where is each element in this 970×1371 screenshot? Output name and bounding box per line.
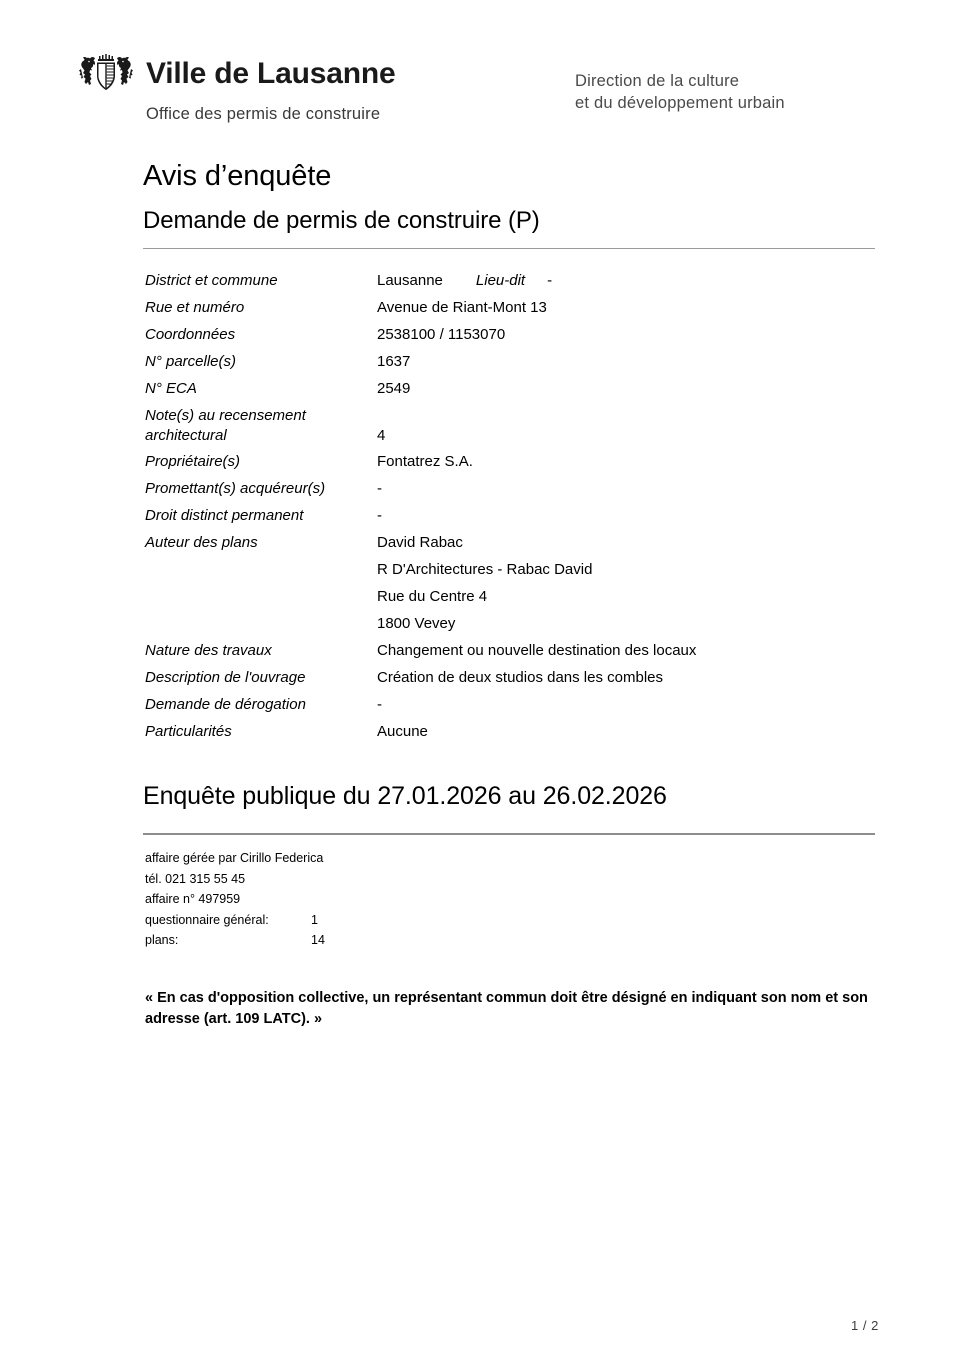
row-value: Fontatrez S.A.: [377, 453, 473, 470]
author-address-line: 1800 Vevey: [377, 615, 456, 632]
questionnaire-row: [145, 910, 325, 931]
row-label: Coordonnées: [145, 326, 236, 343]
row-value: -: [377, 507, 382, 524]
table-row: [145, 533, 905, 560]
label-spacer: [145, 614, 377, 641]
page-number: 1 / 2: [851, 1318, 879, 1333]
row-label-line-1: Note(s) au recensement: [145, 407, 306, 424]
row-value: Aucune: [377, 723, 428, 740]
brand-row: [78, 52, 395, 96]
lausanne-coat-of-arms-icon: [78, 52, 134, 96]
table-row: [145, 406, 905, 452]
lieu-dit-value: -: [547, 272, 553, 289]
table-row-continuation: [145, 560, 905, 587]
table-row: [145, 668, 905, 695]
author-address-line: R D'Architectures - Rabac David: [377, 561, 593, 578]
row-label: Promettant(s) acquéreur(s): [145, 480, 326, 497]
divider-bottom: [143, 833, 875, 835]
table-row: [145, 506, 905, 533]
table-row: [145, 271, 905, 298]
phone-line: tél. 021 315 55 45: [145, 871, 246, 886]
divider-top: [143, 248, 875, 249]
table-row: [145, 298, 905, 325]
page-subtitle: Demande de permis de construire (P): [143, 207, 540, 234]
table-row-continuation: [145, 587, 905, 614]
row-label-line-2: architectural: [145, 427, 227, 444]
brand-subtitle: Office des permis de construire: [146, 105, 381, 123]
row-value: 1637: [377, 353, 411, 370]
department-block: [575, 70, 785, 115]
row-label: Droit distinct permanent: [145, 507, 304, 524]
row-value: 2549: [377, 380, 411, 397]
table-row-continuation: [145, 614, 905, 641]
row-label: Rue et numéro: [145, 299, 245, 316]
row-label: N° ECA: [145, 380, 197, 397]
district-value: Lausanne: [377, 272, 443, 289]
row-value: [377, 271, 905, 291]
row-value: -: [377, 480, 382, 497]
questionnaire-value: 1: [311, 912, 318, 927]
enquiry-period-heading: Enquête publique du 27.01.2026 au 26.02.2026: [143, 782, 667, 810]
label-spacer: [145, 587, 377, 614]
page-title: Avis d’enquête: [143, 160, 332, 192]
table-row: [145, 722, 905, 749]
table-row: [145, 641, 905, 668]
row-value: 4: [377, 427, 386, 444]
brand-title: Ville de Lausanne: [146, 57, 396, 90]
lieu-dit-label: Lieu-dit: [475, 272, 526, 289]
row-label: Auteur des plans: [145, 534, 258, 551]
author-address-line: Rue du Centre 4: [377, 588, 488, 605]
row-label: Particularités: [145, 723, 232, 740]
questionnaire-label: questionnaire général:: [145, 912, 269, 927]
department-line-1: Direction de la culture: [575, 72, 740, 90]
row-label: [145, 406, 377, 446]
row-label: Demande de dérogation: [145, 696, 306, 713]
row-value: David Rabac: [377, 534, 463, 551]
plans-label: plans:: [145, 933, 179, 947]
case-meta-block: [145, 848, 325, 951]
case-number-line: affaire n° 497959: [145, 892, 241, 906]
department-line-2: et du développement urbain: [575, 94, 785, 113]
row-label: Propriétaire(s): [145, 453, 241, 470]
row-value: Changement ou nouvelle destination des locaux: [377, 642, 697, 659]
row-value: -: [377, 696, 382, 713]
row-label: Description de l'ouvrage: [145, 669, 306, 686]
row-label: Nature des travaux: [145, 642, 272, 659]
table-row: [145, 479, 905, 506]
page-header: [0, 52, 970, 132]
brand-block: [78, 52, 395, 124]
table-row: [145, 379, 905, 406]
row-label: N° parcelle(s): [145, 353, 237, 370]
row-value: Avenue de Riant-Mont 13: [377, 299, 547, 316]
permit-details-table: [145, 271, 905, 749]
table-row: [145, 695, 905, 722]
legal-notice-text: « En cas d'opposition collective, un représentant commun doit être désigné en indiquant son nom et son adresse (art. 109 LATC). »: [145, 990, 868, 1027]
plans-row: [145, 930, 325, 951]
managed-by-line: affaire gérée par Cirillo Federica: [145, 851, 324, 865]
table-row: [145, 452, 905, 479]
row-value: 2538100 / 1153070: [377, 326, 506, 343]
label-spacer: [145, 560, 377, 587]
plans-value: 14: [311, 933, 325, 947]
row-value: Création de deux studios dans les combles: [377, 669, 663, 686]
table-row: [145, 352, 905, 379]
table-row: [145, 325, 905, 352]
row-label: District et commune: [145, 272, 278, 289]
